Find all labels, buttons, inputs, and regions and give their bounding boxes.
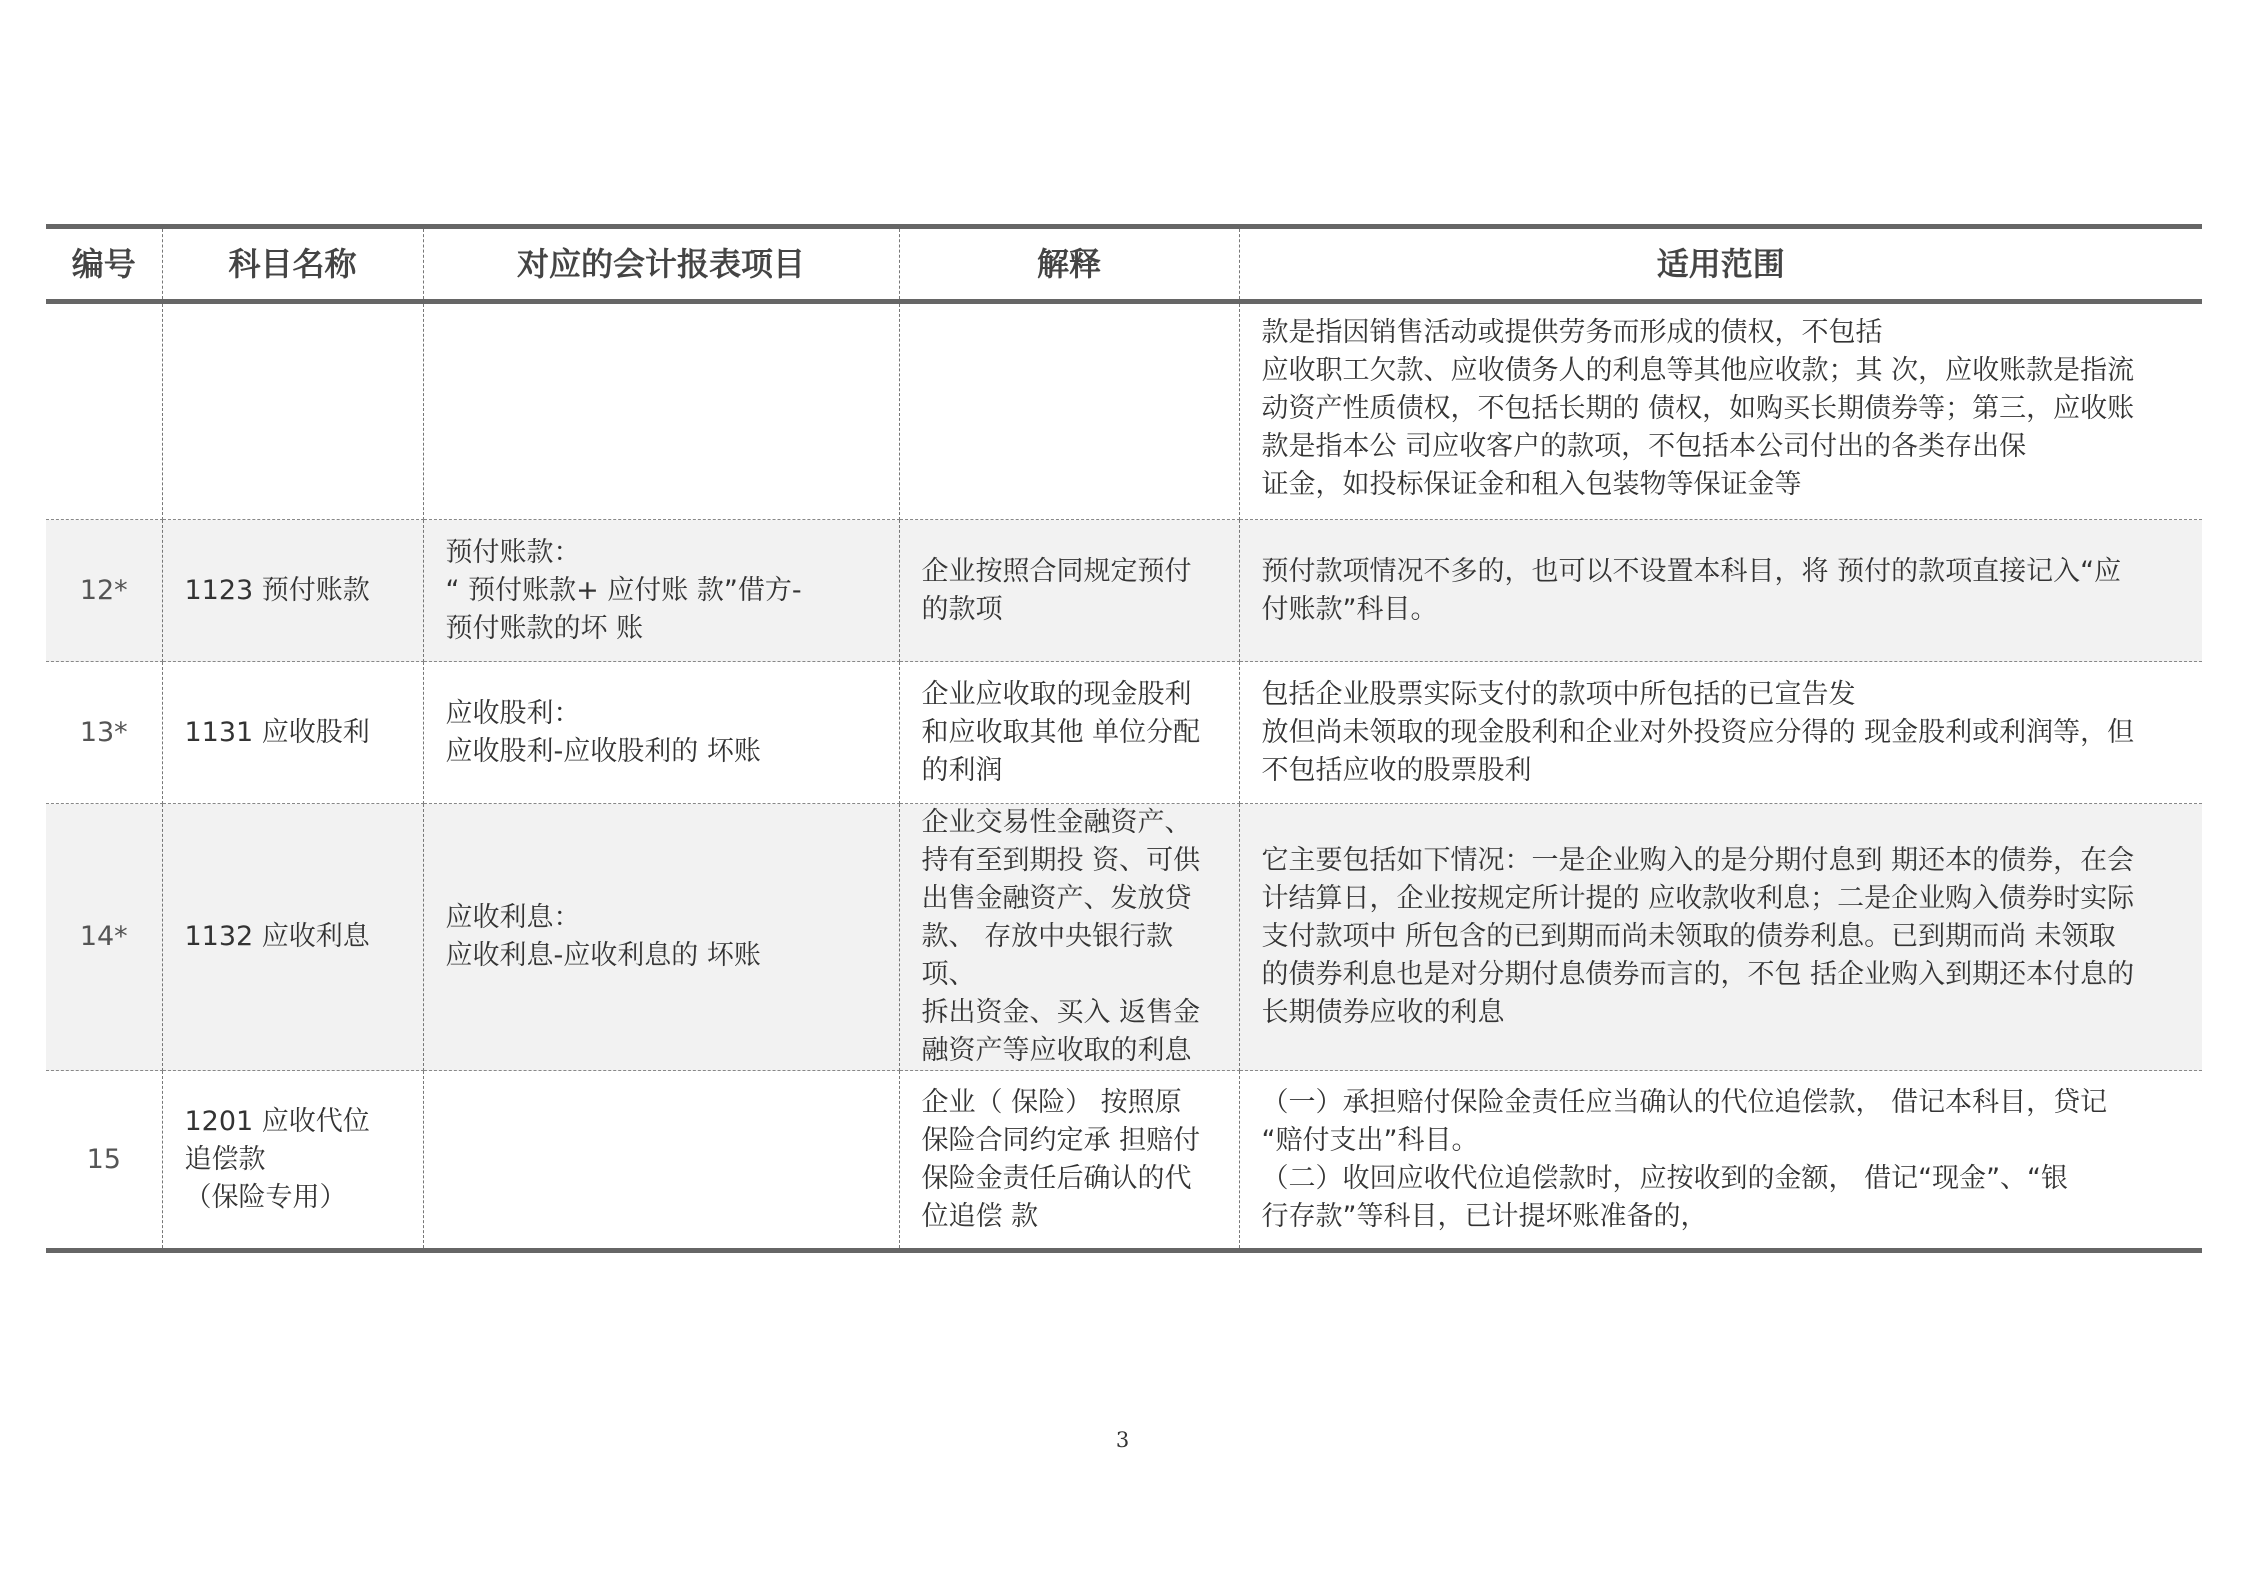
accounts-table <box>46 224 2202 1253</box>
scope-line: 款是指因销售活动或提供劳务而形成的债权，不包括 <box>1261 317 1883 348</box>
scope-line: 证金，如投标保证金和租入包装物等保证金等 <box>1261 469 1802 500</box>
cell-subject <box>162 1071 423 1251</box>
table-row <box>46 1071 2202 1251</box>
report-line: “ 预付账款+ 应付账 款”借方- <box>445 574 802 606</box>
explain-line: 保险合同约定承 担赔付 <box>921 1124 1201 1156</box>
scope-line: “赔付支出”科目。 <box>1261 1124 1479 1156</box>
scope-line: 包括企业股票实际支付的款项中所包括的已宣告发 <box>1261 678 1856 710</box>
scope-line: 动资产性质债权，不包括长期的 债权，如购买长期债券等；第三，应收账 <box>1261 393 2135 424</box>
scope-line: 款是指本公 司应收客户的款项，不包括本公司付出的各类存出保 <box>1261 431 2027 462</box>
cell-number: 12* <box>46 520 162 662</box>
scope-line: 支付款项中 所包含的已到期而尚未领取的债券利息。已到期而尚 未领取 <box>1261 921 2116 952</box>
explain-line: 企业交易性金融资产、 <box>921 807 1192 838</box>
cell-subject <box>162 662 423 804</box>
cell-explain <box>899 662 1239 804</box>
explain-line: 企业应收取的现金股利 <box>921 678 1192 710</box>
header-number: 编号 <box>46 227 162 302</box>
report-line: 应收利息-应收利息的 坏账 <box>445 940 761 971</box>
cell-explain <box>899 804 1239 1071</box>
explain-line: 企业按照合同规定预付 <box>921 555 1192 587</box>
cell-number: 15 <box>46 1071 162 1251</box>
scope-line: 长期债券应收的利息 <box>1261 997 1505 1028</box>
cell-scope <box>1239 804 2202 1071</box>
table-row <box>46 804 2202 1071</box>
cell-scope <box>1239 302 2202 520</box>
scope-line: 计结算日，企业按规定所计提的 应收款收利息；二是企业购入债券时实际 <box>1261 883 2135 914</box>
cell-report <box>423 804 899 1071</box>
cell-report <box>423 520 899 662</box>
subject-line: （保险专用） <box>184 1181 347 1213</box>
page-number: 3 <box>1115 1428 1130 1452</box>
explain-line: 拆出资金、买入 返售金 <box>921 997 1201 1028</box>
cell-scope <box>1239 662 2202 804</box>
cell-number: 14* <box>46 804 162 1071</box>
cell-subject <box>162 302 423 520</box>
header-scope: 适用范围 <box>1239 227 2202 302</box>
report-line: 预付账款的坏 账 <box>445 612 644 644</box>
explain-line: 企业（ 保险） 按照原 <box>921 1086 1182 1118</box>
cell-report <box>423 302 899 520</box>
cell-explain <box>899 1071 1239 1251</box>
scope-line: 应收职工欠款、应收债务人的利息等其他应收款；其 次，应收账款是指流 <box>1261 355 2135 386</box>
scope-line: 付账款”科目。 <box>1261 593 1438 625</box>
table-row <box>46 662 2202 804</box>
cell-report <box>423 1071 899 1251</box>
subject-line: 1132 应收利息 <box>184 921 370 952</box>
cell-number <box>46 302 162 520</box>
explain-line: 融资产等应收取的利息 <box>921 1035 1192 1066</box>
scope-line: 行存款”等科目，已计提坏账准备的， <box>1261 1200 1708 1232</box>
header-subject-name: 科目名称 <box>162 227 423 302</box>
explain-line: 的利润 <box>921 754 1003 786</box>
cell-number: 13* <box>46 662 162 804</box>
table-header-row <box>46 227 2202 302</box>
cell-scope <box>1239 520 2202 662</box>
report-line: 应收利息： <box>445 902 581 933</box>
scope-line: 不包括应收的股票股利 <box>1261 754 1532 786</box>
report-line: 应收股利-应收股利的 坏账 <box>445 735 761 767</box>
subject-line: 追偿款 <box>184 1143 266 1175</box>
cell-scope <box>1239 1071 2202 1251</box>
subject-line: 1123 预付账款 <box>184 574 370 606</box>
header-explanation: 解释 <box>899 227 1239 302</box>
explain-line: 持有至到期投 资、可供 <box>921 845 1201 876</box>
subject-line: 1131 应收股利 <box>184 716 370 748</box>
explain-line: 和应收取其他 单位分配 <box>921 716 1201 748</box>
explain-line: 位追偿 款 <box>921 1200 1039 1232</box>
header-report-item: 对应的会计报表项目 <box>423 227 899 302</box>
report-line: 预付账款： <box>445 536 581 568</box>
cell-subject <box>162 520 423 662</box>
explain-line: 的款项 <box>921 593 1003 625</box>
subject-line: 1201 应收代位 <box>184 1105 370 1137</box>
scope-line: 放但尚未领取的现金股利和企业对外投资应分得的 现金股利或利润等，但 <box>1261 716 2135 748</box>
scope-line: （二）收回应收代位追偿款时，应按收到的金额， 借记“现金”、“银 <box>1261 1162 2069 1194</box>
table-row <box>46 520 2202 662</box>
cell-explain <box>899 302 1239 520</box>
report-line: 应收股利： <box>445 697 581 729</box>
table-row <box>46 302 2202 520</box>
cell-explain <box>899 520 1239 662</box>
cell-report <box>423 662 899 804</box>
scope-line: （一）承担赔付保险金责任应当确认的代位追偿款， 借记本科目，贷记 <box>1261 1086 2108 1118</box>
scope-line: 的债券利息也是对分期付息债券而言的，不包 括企业购入到期还本付息的 <box>1261 959 2135 990</box>
scope-line: 预付款项情况不多的，也可以不设置本科目，将 预付的款项直接记入“应 <box>1261 555 2122 587</box>
cell-subject <box>162 804 423 1071</box>
explain-line: 款、 存放中央银行款项、 <box>921 921 1174 990</box>
explain-line: 出售金融资产、发放贷 <box>921 883 1192 914</box>
scope-line: 它主要包括如下情况：一是企业购入的是分期付息到 期还本的债券，在会 <box>1261 845 2135 876</box>
explain-line: 保险金责任后确认的代 <box>921 1162 1192 1194</box>
